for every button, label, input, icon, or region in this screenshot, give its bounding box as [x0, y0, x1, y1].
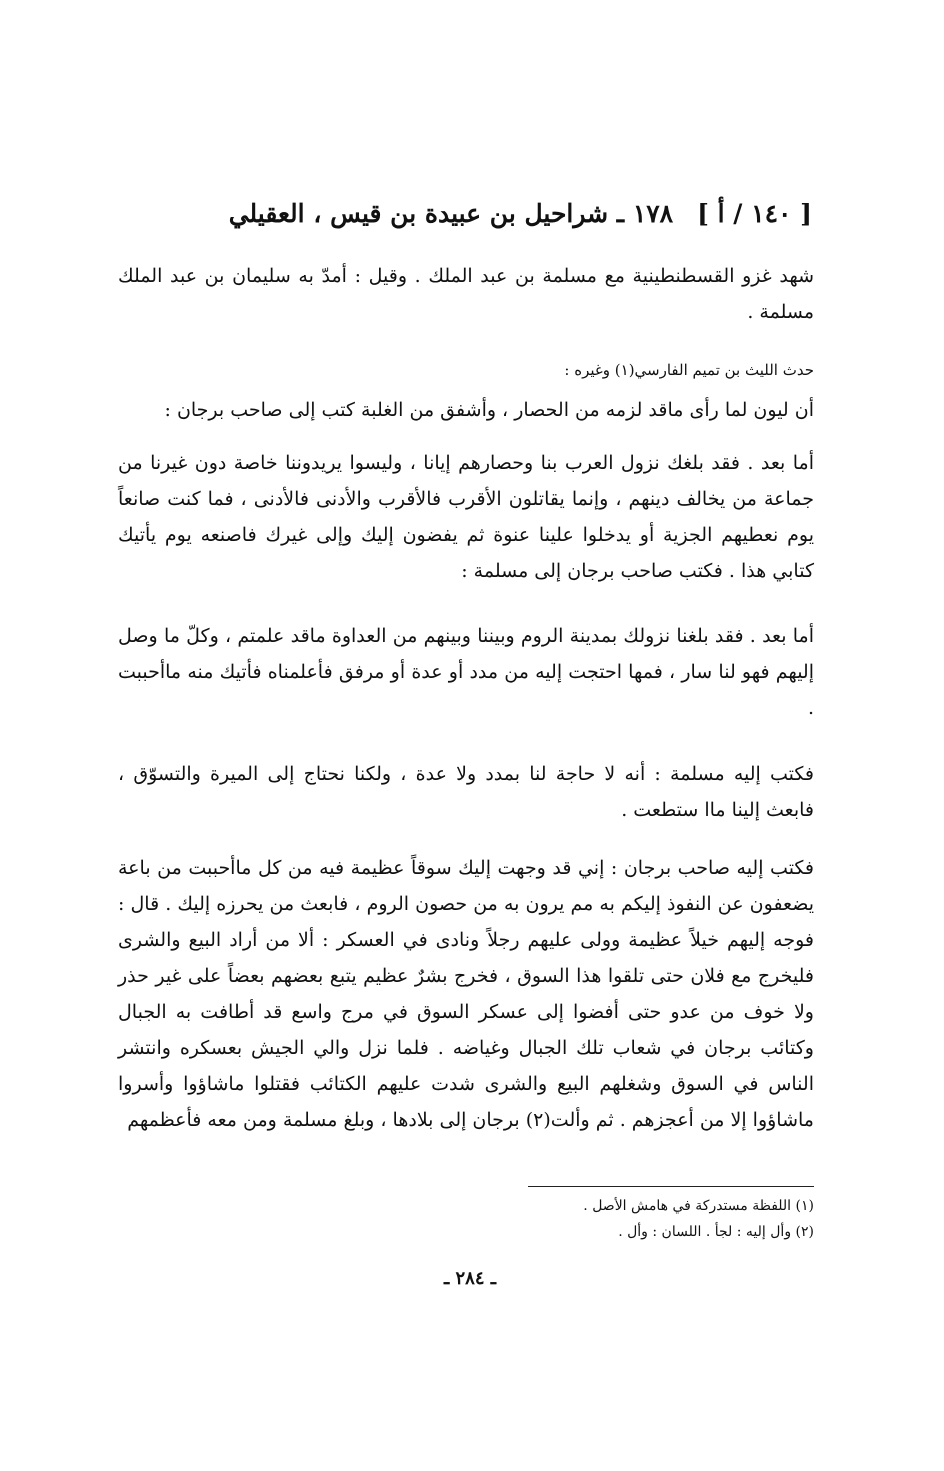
paragraph-3: أما بعد . فقد بلغنا نزولك بمدينة الروم وبيننا وبينهم من العداوة ماقد علمتم ، وكلّ ما وصل إليهم فهو لنا سار ، فمها احتجت إليه من مدد أو عدة أو مرفق فأعلمناه فأتيك منه ماأحببت . — [118, 625, 814, 719]
manuscript-folio-ref: [ ١٤٠ / أ ] — [697, 199, 812, 228]
narrator-line: حدث الليث بن تميم الفارسي(١) وغيره : — [564, 361, 814, 379]
paragraph-5: فكتب إليه صاحب برجان : إني قد وجهت إليك سوقاً عظيمة فيه من كل ماأحببت من باعة يضعفون عن النفوذ إليكم به مم يرون به من حصون الروم ، فابعث من يحرزه إليك . قال : فوجه إليهم خيلاً عظيمة وولى عليهم رجلاً ونادى في العسكر : ألا من أراد البيع والشرى فليخرج مع فلان حتى تلقوا هذا السوق ، فخرج بشرٌ عظيم يتبع بعضهم بعضاً على غير حذر ولا خوف من عدو حتى أفضوا إلى عسكر السوق في مرج واسع قد أطافت به الجبال وكتائب برجان في شعاب تلك الجبال وغياضه . فلما نزل والي الجيش بعسكره وانتشر الناس في السوق وشغلهم البيع والشرى شدت عليهم الكتائب فقتلوا ماشاؤوا وأسروا ماشاؤوا إلا من أعجزهم . ثم وألت(٢) برجان إلى بلادها ، وبلغ مسلمة ومن معه فأعظمهم — [118, 857, 814, 1131]
footnote-2: (٢) وأل إليه : لجأ . اللسان : وأل . — [618, 1224, 814, 1240]
page-number: ـ ٢٨٤ ـ — [443, 1268, 497, 1289]
paragraph-4: فكتب إليه مسلمة : أنه لا حاجة لنا بمدد ولا عدة ، ولكنا نحتاج إلى الميرة والتسوّق ، فابعث إلينا ماا ستطعت . — [118, 763, 814, 821]
footnote-1: (١) اللفظة مستدركة في هامش الأصل . — [583, 1198, 814, 1214]
entry-heading — [230, 196, 812, 232]
intro-paragraph: شهد غزو القسطنطينية مع مسلمة بن عبد الملك . وقيل : أمدّ به سليمان بن عبد الملك مسلمة . — [118, 265, 814, 323]
entry-title: ١٧٨ ـ شراحيل بن عبيدة بن قيس ، العقيلي — [228, 199, 674, 228]
paragraph-1: أن ليون لما رأى ماقد لزمه من الحصار ، وأشفق من الغلبة كتب إلى صاحب برجان : — [164, 399, 814, 421]
footnote-divider — [528, 1186, 814, 1187]
paragraph-2: أما بعد . فقد بلغك نزول العرب بنا وحصارهم إيانا ، وليسوا يريدوننا خاصة دون غيرنا من جماعة من يخالف دينهم ، وإنما يقاتلون الأقرب فالأقرب والأدنى فالأدنى ، فما كنت صانعاً يوم نعطيهم الجزية أو يدخلوا علينا عنوة ثم يفضون إليك وإلى غيرك فاصنعه يوم يأتيك كتابي هذا . فكتب صاحب برجان إلى مسلمة : — [118, 452, 814, 582]
